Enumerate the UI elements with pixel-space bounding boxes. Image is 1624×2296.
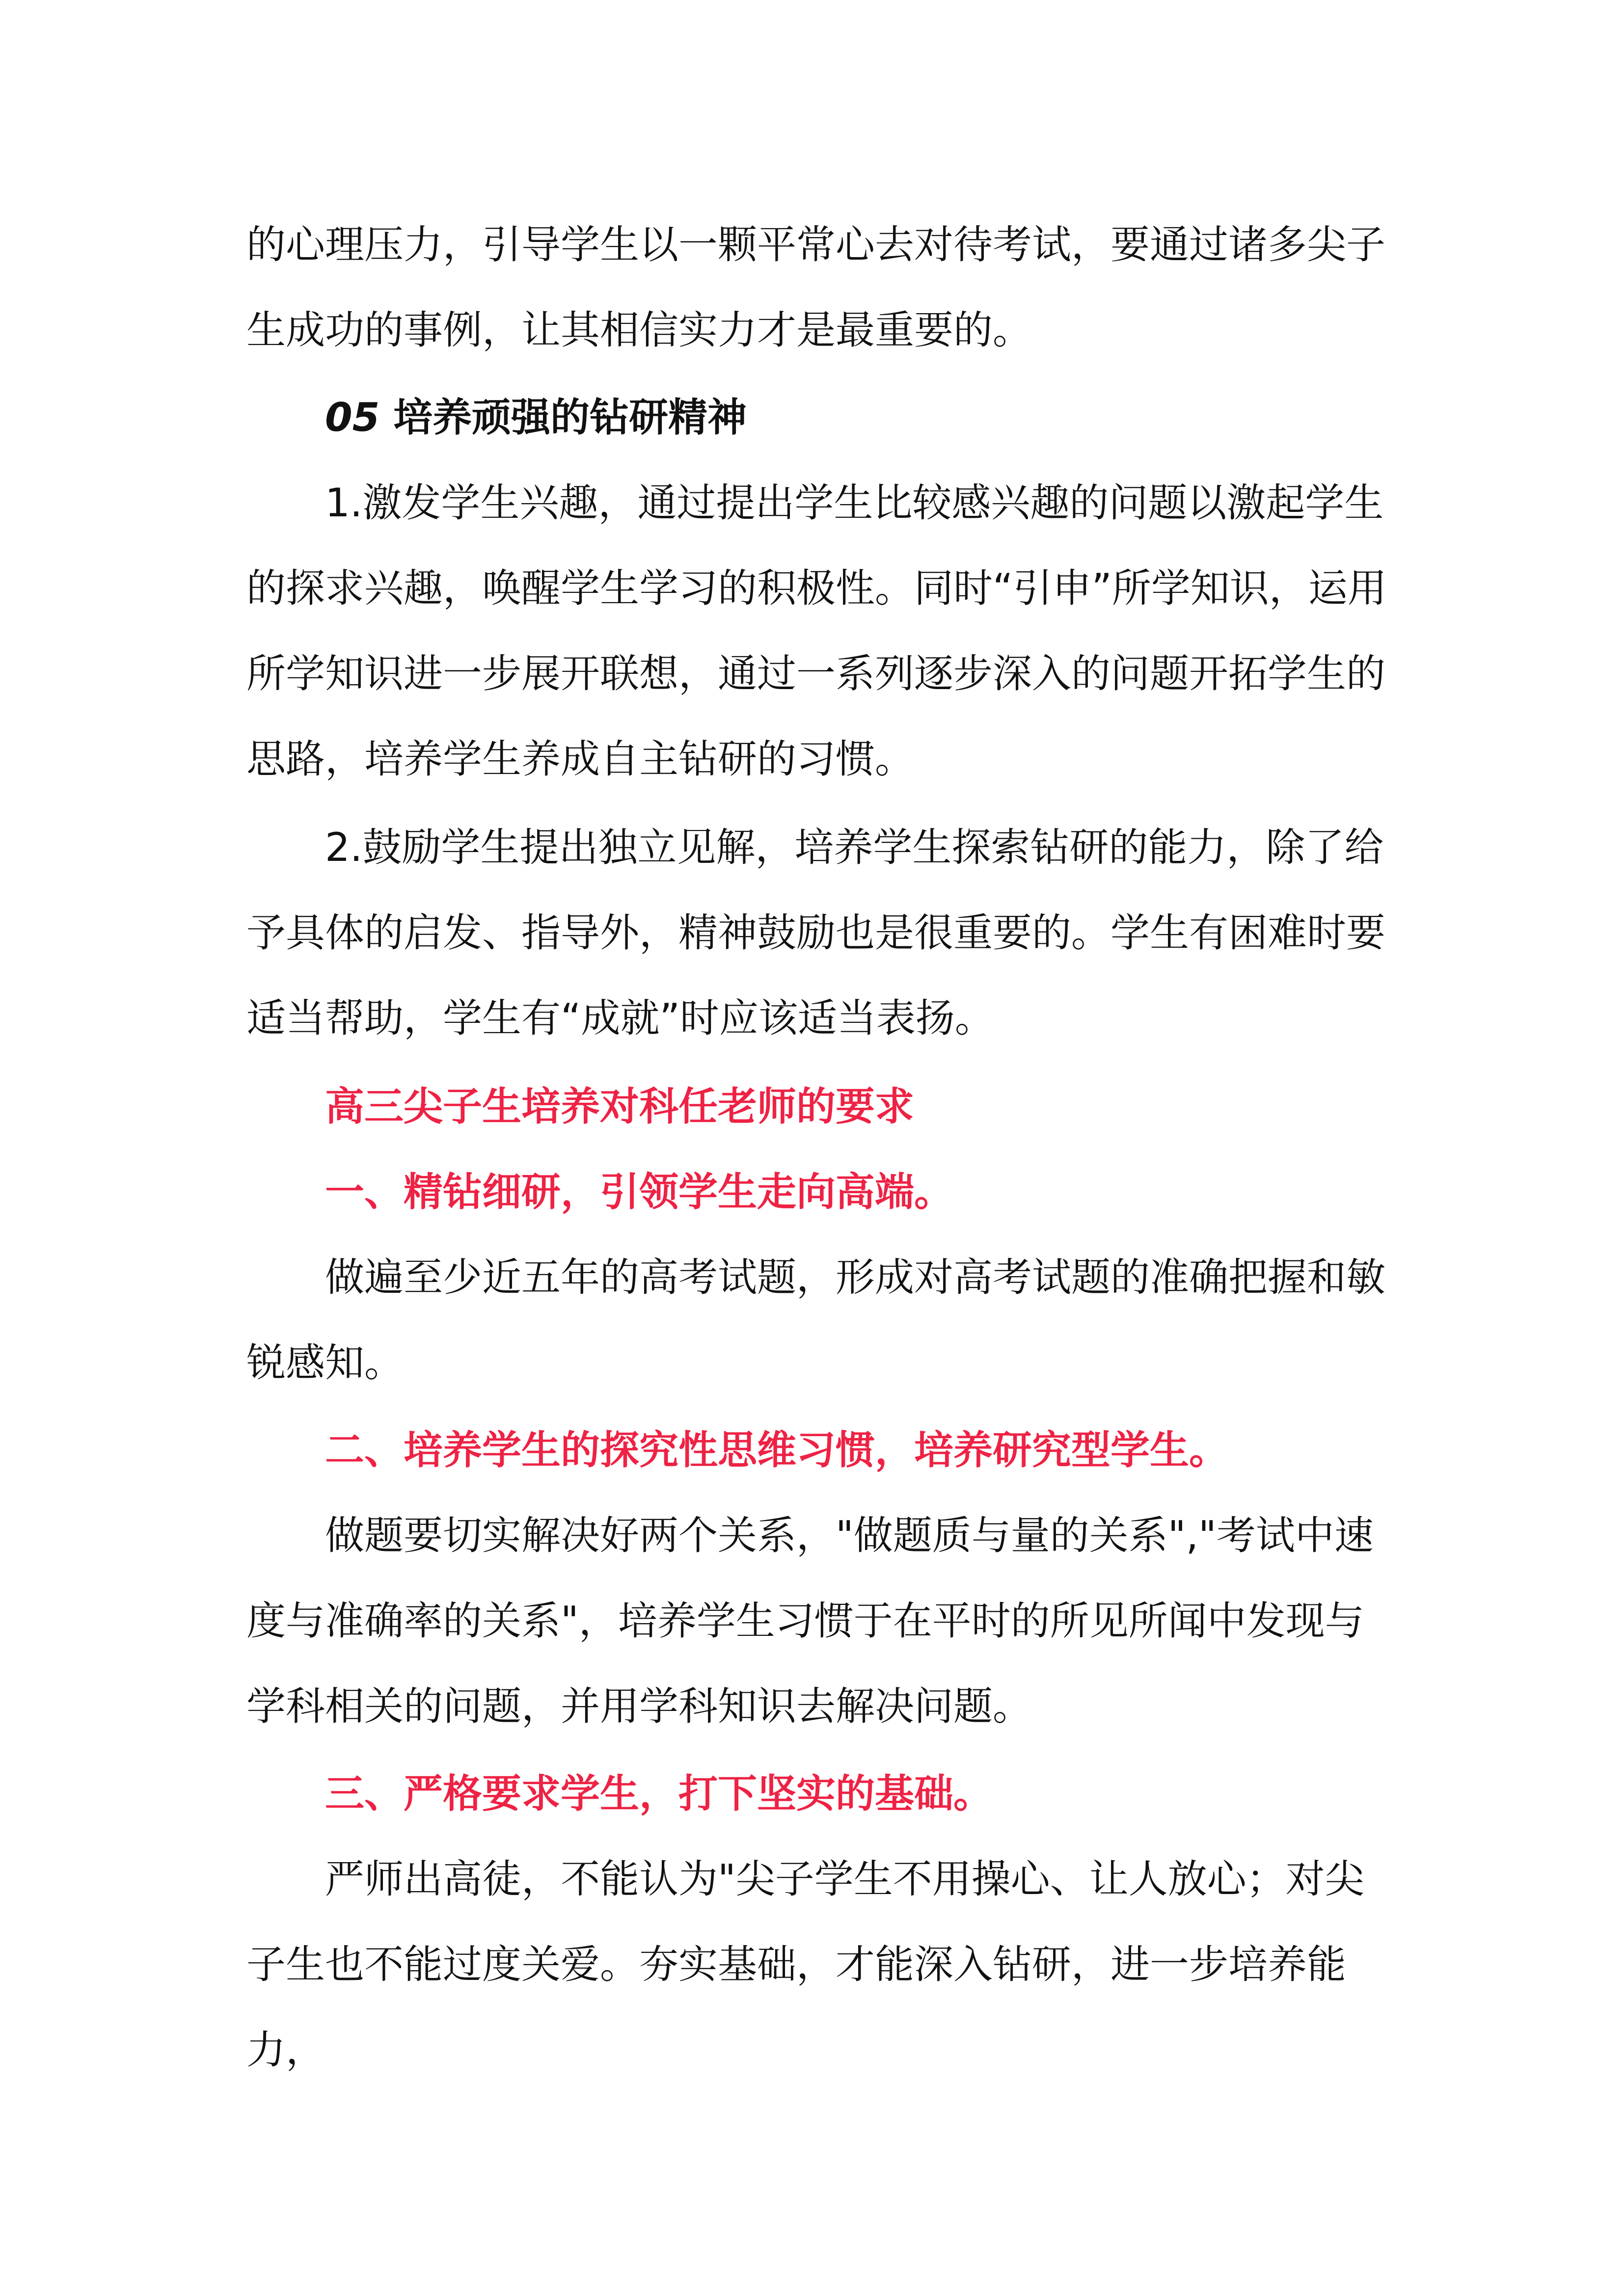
section-heading-05 (246, 375, 1390, 460)
heading-3: 三、严格要求学生，打下坚实的基础。 (325, 1771, 993, 1816)
paragraph-heading-3: 严师出高徒，不能认为"尖子学生不用操心、让人放心；对尖子生也不能过度关爱。夯实基础，才能深入钻研，进一步培养能力， (246, 1856, 1364, 2073)
paragraph-intro: 的心理压力，引导学生以一颗平常心去对待考试，要通过诸多尖子生成功的事例，让其相信实力才是最重要的。 (246, 222, 1385, 353)
paragraph-heading-1: 做遍至少近五年的高考试题，形成对高考试题的准确把握和敏锐感知。 (246, 1255, 1385, 1386)
heading-1: 一、精钻细研，引领学生走向高端。 (325, 1169, 953, 1215)
red-section-title: 高三尖子生培养对科任老师的要求 (325, 1084, 914, 1129)
paragraph-1: 1.激发学生兴趣，通过提出学生比较感兴趣的问题以激起学生的探求兴趣，唤醒学生学习的积极性。同时“引申”所学知识，运用所学知识进一步展开联想，通过一系列逐步深入的问题开拓学生的思路，培养学生养成自主钻研的习惯。 (246, 480, 1387, 782)
section-title: 培养顽强的钻研精神 (393, 395, 747, 440)
heading-2: 二、培养学生的探究性思维习惯，培养研究型学生。 (325, 1427, 1228, 1473)
section-number: 05 (325, 395, 380, 440)
paragraph-heading-2: 做题要切实解决好两个关系，"做题质与量的关系","考试中速度与准确率的关系"，培养学生习惯于在平时的所见所闻中发现与学科相关的问题，并用学科知识去解决问题。 (246, 1513, 1374, 1729)
paragraph-2: 2.鼓励学生提出独立见解，培养学生探索钻研的能力，除了给予具体的启发、指导外，精神鼓励也是很重要的。学生有困难时要适当帮助，学生有“成就”时应该适当表扬。 (246, 825, 1385, 1041)
